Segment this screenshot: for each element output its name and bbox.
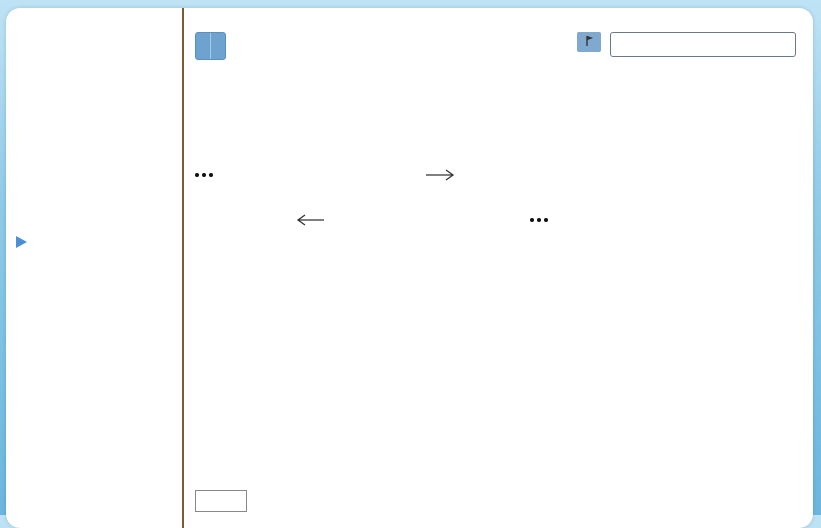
left-arrow-icon (298, 215, 324, 225)
ellipsis-icon (530, 218, 548, 222)
handshake-illustration (194, 150, 574, 250)
next-button[interactable] (210, 33, 225, 59)
right-arrow-icon (426, 170, 453, 180)
ellipsis-icon (195, 173, 213, 177)
task-area (194, 8, 804, 528)
play-arrow-icon (16, 236, 27, 248)
navigation-buttons (195, 32, 226, 60)
flag-button[interactable] (577, 32, 601, 52)
content-frame (6, 8, 813, 528)
sidebar (6, 8, 184, 528)
back-button[interactable] (196, 33, 210, 59)
remaining-time (610, 32, 796, 57)
answer-input[interactable] (195, 490, 247, 512)
flag-icon (577, 32, 601, 52)
